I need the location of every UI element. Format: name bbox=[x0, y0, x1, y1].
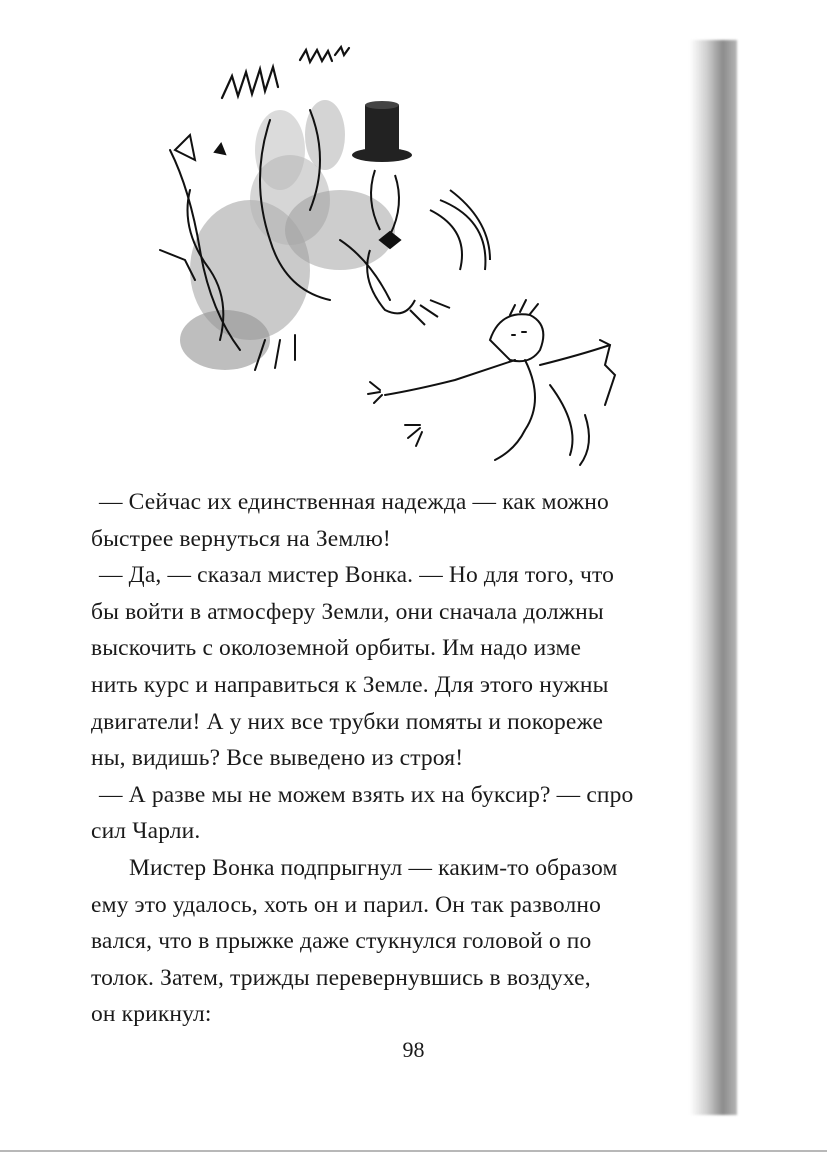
text-line: сил Чарли. bbox=[91, 818, 201, 845]
text-line: он крикнул: bbox=[91, 1001, 212, 1028]
text-line: ему это удалось, хоть он и парил. Он так разволно bbox=[91, 891, 601, 918]
text-line: двигатели! А у них все трубки помяты и покореже bbox=[91, 708, 604, 735]
page-number: 98 bbox=[402, 1037, 425, 1062]
top-hat-icon bbox=[352, 101, 412, 162]
text-line: Мистер Вонка подпрыгнул — каким-то образом bbox=[129, 854, 618, 881]
text-line: вался, что в прыжке даже стукнулся головой о по bbox=[91, 928, 592, 955]
text-line: — А разве мы не можем взять их на буксир? — спро bbox=[99, 781, 634, 808]
text-line: толок. Затем, трижды перевернувшись в воздухе, bbox=[91, 964, 591, 991]
text-line: быстрее вернуться на Землю! bbox=[91, 525, 391, 552]
scribble-marks bbox=[222, 47, 349, 98]
text-line: — Сейчас их единственная надежда — как можно bbox=[99, 489, 609, 515]
page-edge bbox=[0, 1150, 827, 1152]
illustration-falling-figures bbox=[130, 40, 630, 470]
falling-boy bbox=[368, 300, 615, 465]
text-line: ны, видишь? Все выведено из строя! bbox=[91, 745, 464, 772]
grey-creature-mass bbox=[180, 100, 395, 370]
text-line: — Да, — сказал мистер Вонка. — Но для того, что bbox=[99, 562, 615, 589]
text-line: нить курс и направиться к Земле. Для этого нужны bbox=[91, 671, 609, 698]
body-text bbox=[91, 484, 723, 1033]
text-line: бы войти в атмосферу Земли, они сначала должны bbox=[91, 598, 604, 625]
text-line: выскочить с околоземной орбиты. Им надо изме bbox=[91, 635, 582, 662]
